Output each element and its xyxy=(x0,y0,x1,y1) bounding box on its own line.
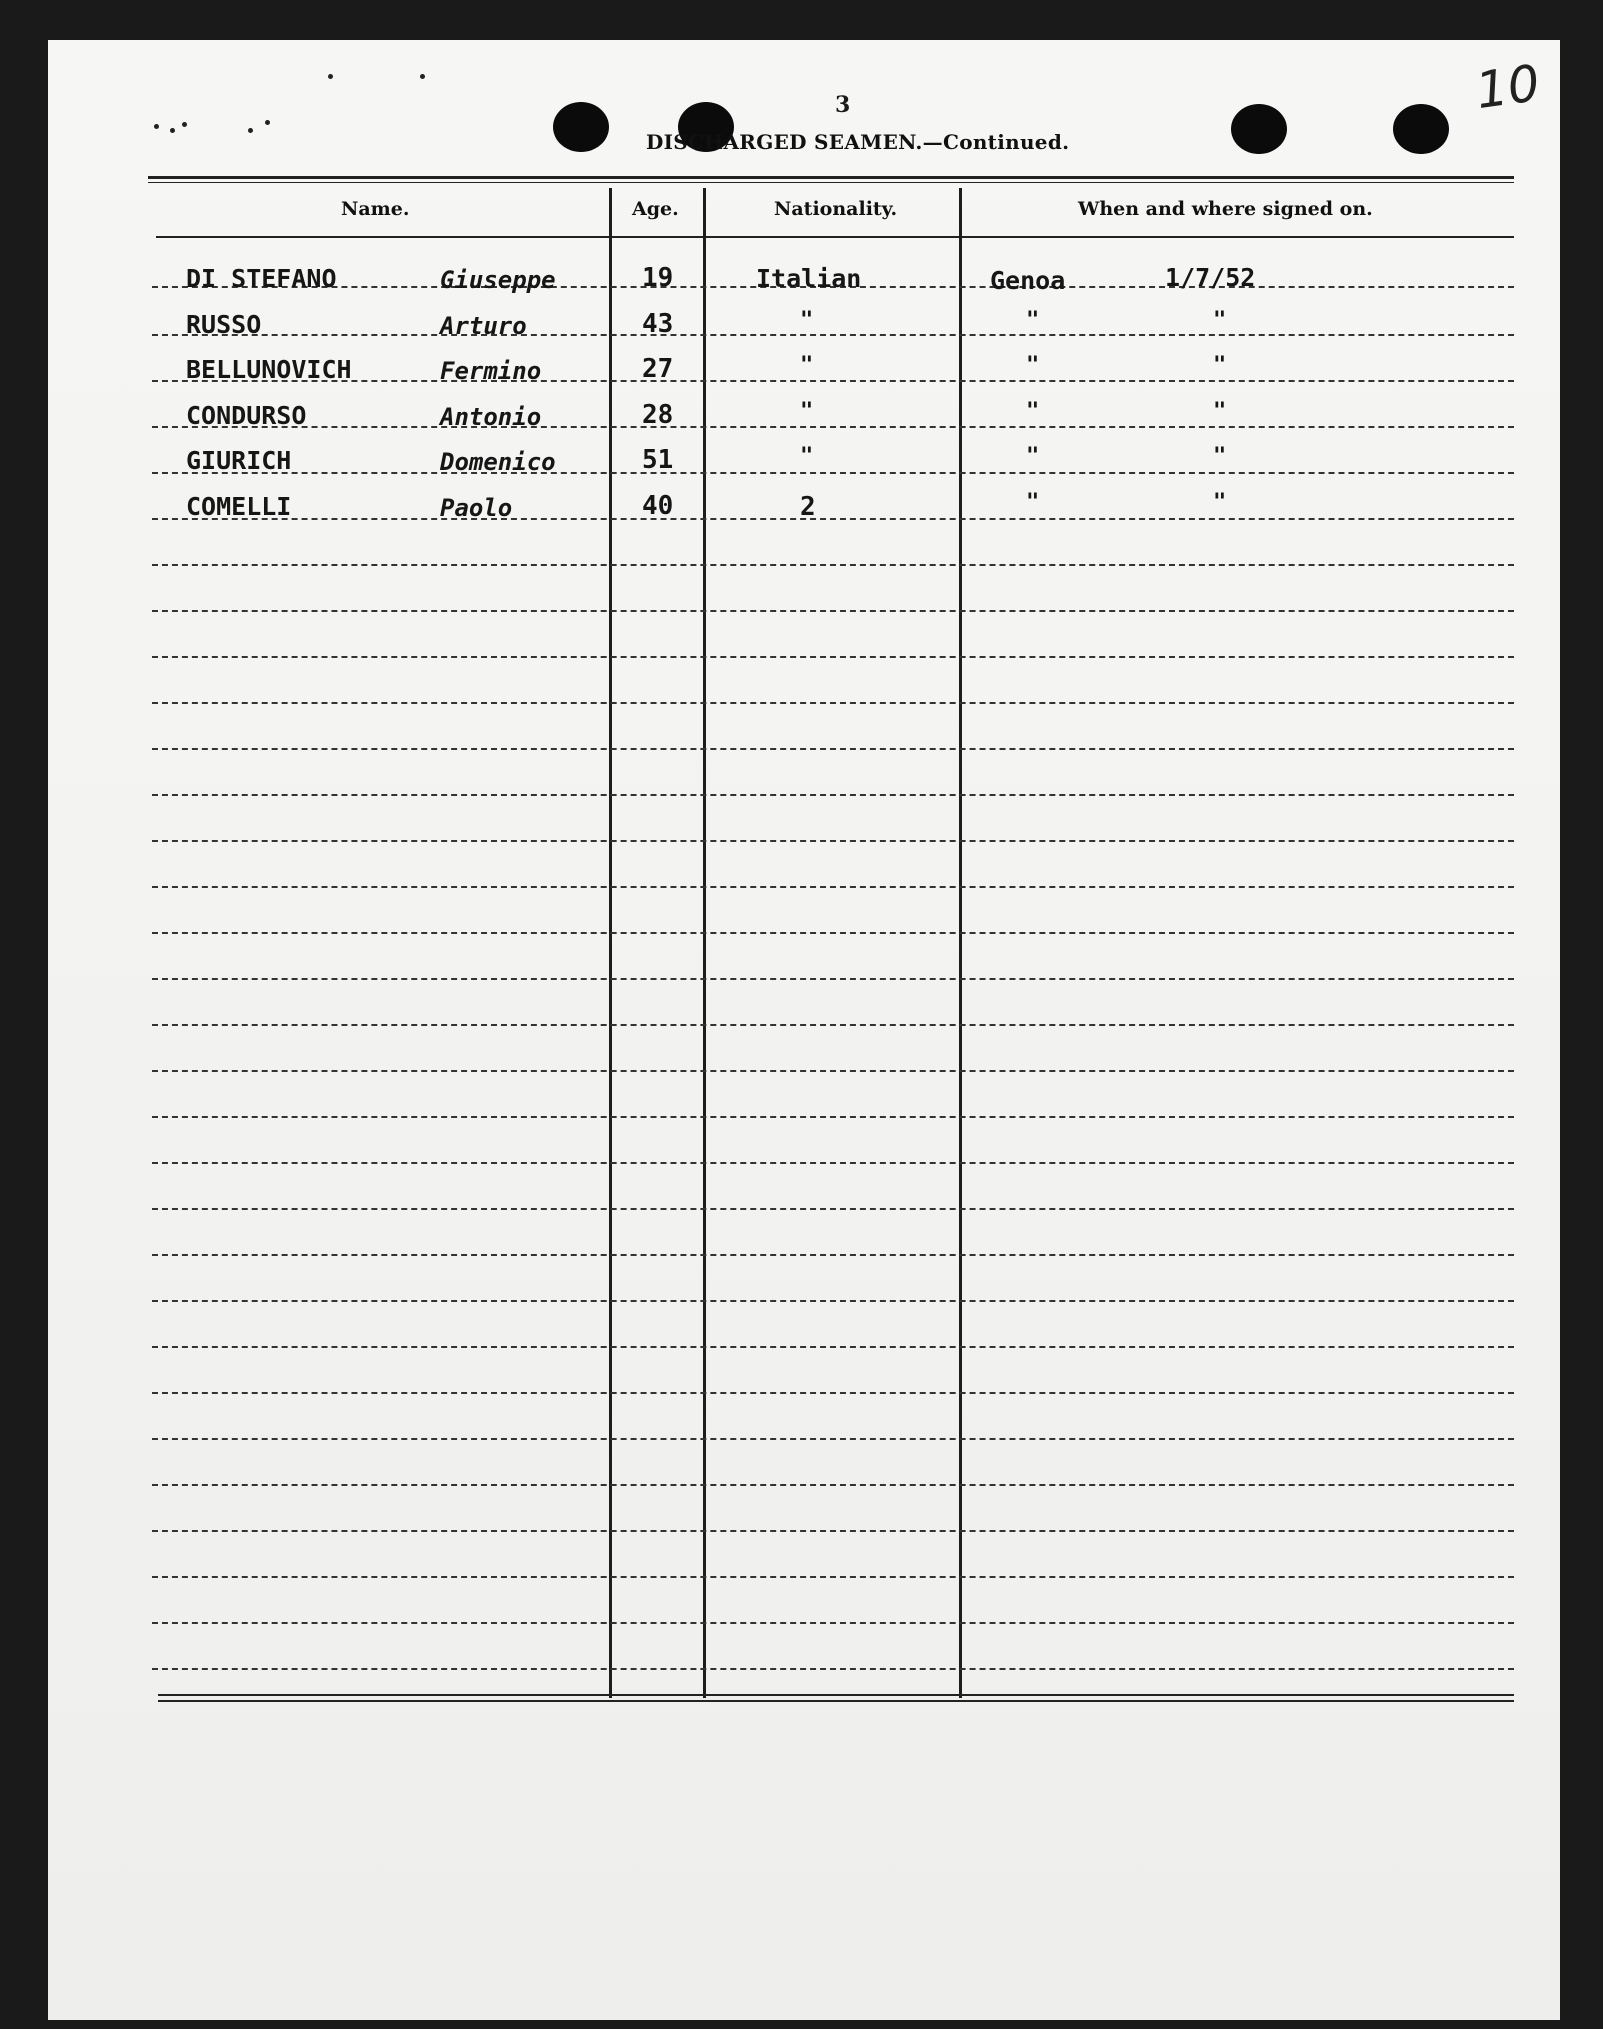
ditto-mark: " xyxy=(800,399,814,424)
row-line xyxy=(152,1530,1514,1532)
row-line xyxy=(152,1070,1514,1072)
ditto-mark: " xyxy=(800,308,814,333)
row-line xyxy=(152,1162,1514,1164)
crew-given-name: Domenico xyxy=(440,448,556,476)
crew-given-name: Antonio xyxy=(440,403,542,431)
signed-on-place: Genoa xyxy=(990,266,1066,295)
row-line xyxy=(152,702,1514,704)
crew-age: 28 xyxy=(642,400,674,430)
crew-age: 51 xyxy=(642,445,674,475)
row-line xyxy=(152,1024,1514,1026)
column-divider xyxy=(609,188,612,1698)
crew-given-name: Giuseppe xyxy=(440,266,556,294)
column-header-name: Name. xyxy=(341,198,410,220)
row-line xyxy=(152,1116,1514,1118)
speck xyxy=(170,128,175,133)
row-line xyxy=(152,794,1514,796)
crew-surname: CONDURSO xyxy=(186,401,307,430)
ditto-mark: " xyxy=(1213,490,1227,515)
column-divider xyxy=(703,188,706,1698)
crew-age: 43 xyxy=(642,309,674,339)
crew-surname: DI STEFANO xyxy=(186,264,337,293)
page-number: 3 xyxy=(835,92,851,118)
ditto-mark: " xyxy=(1213,308,1227,333)
row-line xyxy=(152,886,1514,888)
crew-surname: RUSSO xyxy=(186,310,262,339)
row-line xyxy=(152,932,1514,934)
ditto-mark: " xyxy=(1026,490,1040,515)
row-line xyxy=(152,564,1514,566)
page-title: DISCHARGED SEAMEN.—Continued. xyxy=(646,130,1070,154)
crew-surname: GIURICH xyxy=(186,446,292,475)
row-line xyxy=(152,748,1514,750)
row-line xyxy=(152,1576,1514,1578)
crew-given-name: Arturo xyxy=(440,312,527,340)
row-line xyxy=(152,380,1514,382)
header-rule xyxy=(156,236,1514,238)
crew-given-name: Fermino xyxy=(440,357,542,385)
row-line xyxy=(152,978,1514,980)
top-rule xyxy=(148,176,1514,179)
speck xyxy=(420,74,425,79)
ditto-mark: " xyxy=(800,353,814,378)
crew-nationality: Italian xyxy=(756,264,862,293)
crew-age: 19 xyxy=(642,263,674,293)
speck xyxy=(154,124,159,129)
row-line xyxy=(152,1484,1514,1486)
punch-hole xyxy=(553,102,609,152)
row-line xyxy=(152,1254,1514,1256)
document-page xyxy=(48,40,1560,2020)
top-rule xyxy=(148,182,1514,183)
bottom-rule xyxy=(158,1700,1514,1702)
row-line xyxy=(152,518,1514,520)
column-header-signed-on: When and where signed on. xyxy=(1078,198,1373,220)
crew-surname: BELLUNOVICH xyxy=(186,355,352,384)
column-header-age: Age. xyxy=(632,198,679,220)
ditto-mark: " xyxy=(1026,399,1040,424)
ditto-mark: " xyxy=(1213,399,1227,424)
row-line xyxy=(152,472,1514,474)
crew-given-name: Paolo xyxy=(440,494,513,522)
speck xyxy=(328,74,333,79)
corner-page-mark: 10 xyxy=(1472,53,1544,121)
row-line xyxy=(152,1622,1514,1624)
row-line xyxy=(152,610,1514,612)
punch-hole xyxy=(1231,104,1287,154)
bottom-rule xyxy=(158,1694,1514,1696)
row-line xyxy=(152,1346,1514,1348)
signed-on-date: 1/7/52 xyxy=(1165,263,1256,292)
ditto-mark: " xyxy=(1026,353,1040,378)
crew-surname: COMELLI xyxy=(186,492,292,521)
ditto-mark: " xyxy=(1026,308,1040,333)
row-line xyxy=(152,1208,1514,1210)
ditto-mark: " xyxy=(800,444,814,469)
row-line xyxy=(152,840,1514,842)
speck xyxy=(248,128,253,133)
ditto-mark: " xyxy=(1213,444,1227,469)
row-line xyxy=(152,656,1514,658)
speck xyxy=(265,120,270,125)
ditto-mark: " xyxy=(1213,353,1227,378)
speck xyxy=(182,122,187,127)
punch-hole xyxy=(1393,104,1449,154)
row-line xyxy=(152,334,1514,336)
row-line xyxy=(152,1438,1514,1440)
row-line xyxy=(152,1668,1514,1670)
ditto-mark: " xyxy=(1026,444,1040,469)
row-line xyxy=(152,426,1514,428)
ditto-mark: 2 xyxy=(800,492,816,522)
row-line xyxy=(152,1300,1514,1302)
column-header-nationality: Nationality. xyxy=(774,198,898,220)
crew-age: 27 xyxy=(642,354,674,384)
crew-age: 40 xyxy=(642,491,674,521)
column-divider xyxy=(959,188,962,1698)
row-line xyxy=(152,1392,1514,1394)
